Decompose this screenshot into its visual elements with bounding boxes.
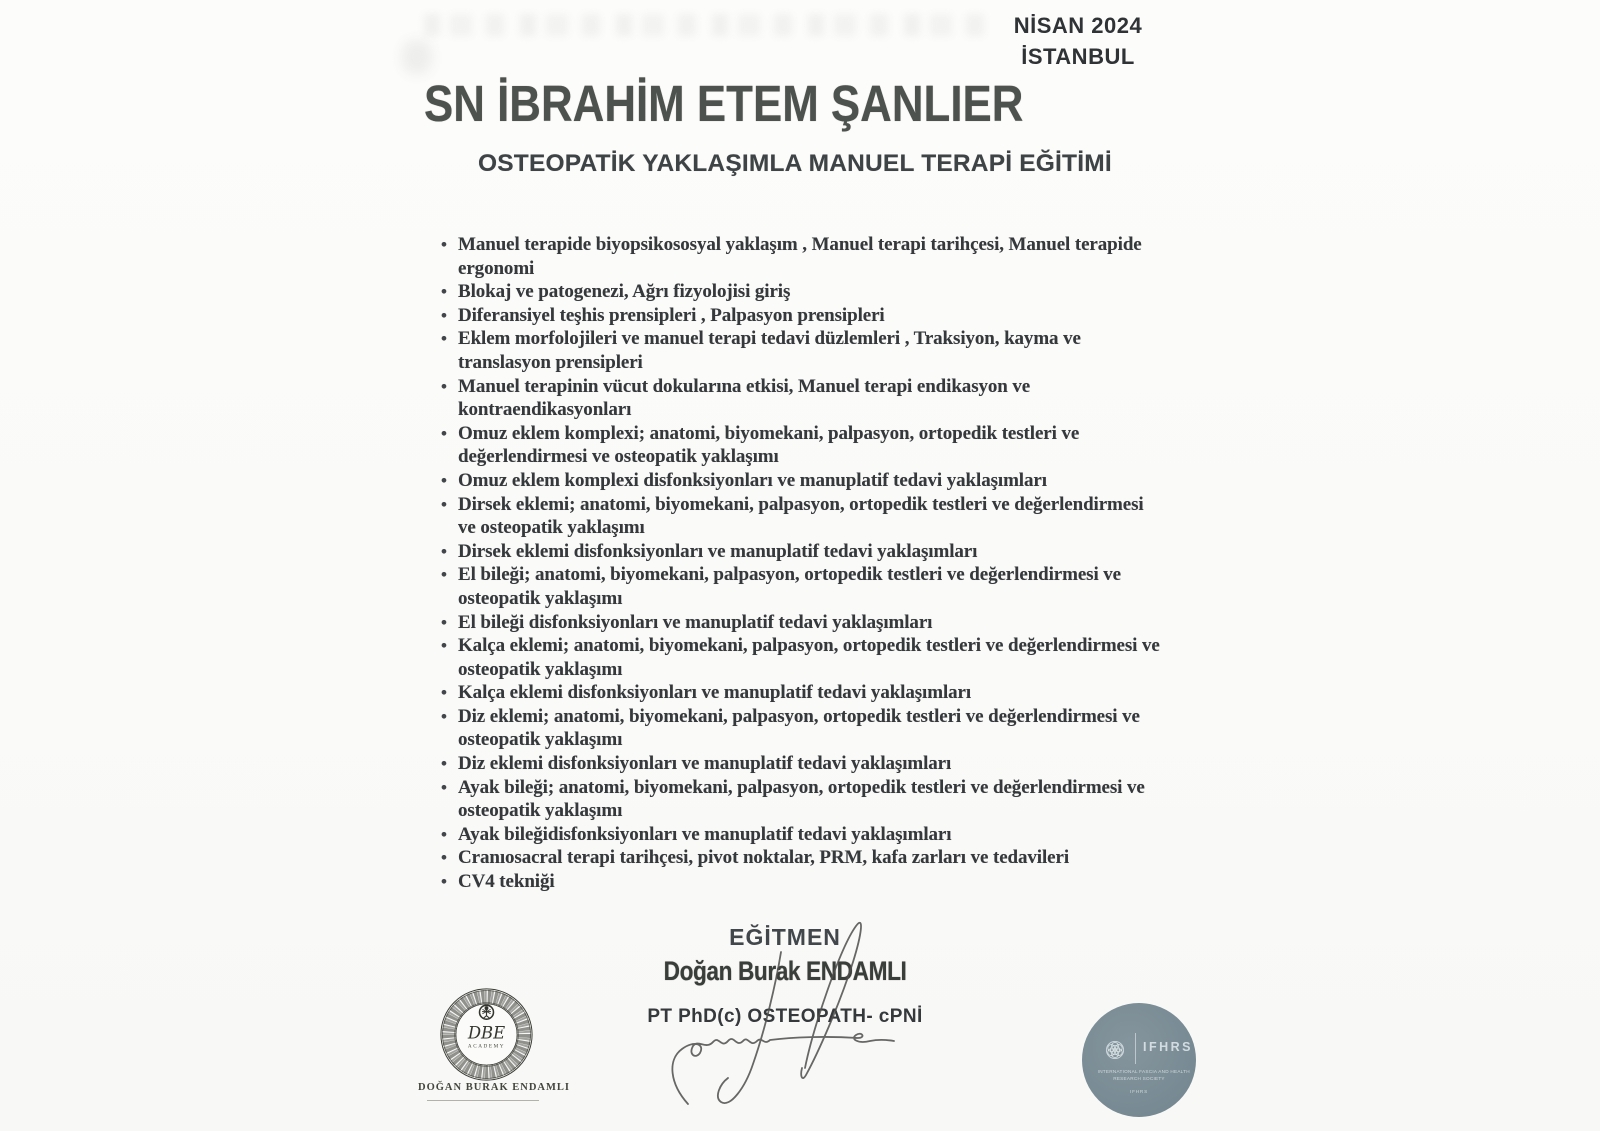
bleed-through-ghost-text bbox=[424, 14, 999, 36]
signature-scribble bbox=[648, 888, 910, 1120]
curriculum-item: • CV4 tekniği bbox=[440, 870, 1164, 894]
bleed-through-ghost-mark bbox=[402, 40, 432, 74]
stamp-small-text-3: IFHRS bbox=[1130, 1090, 1148, 1095]
curriculum-item: • Kalça eklemi disfonksiyonları ve manuplatif tedavi yaklaşımları bbox=[440, 681, 1164, 705]
curriculum-item: • Diz eklemi; anatomi, biyomekani, palpasyon, ortopedik testleri ve değerlendirmesi ve osteopatik yaklaşımı bbox=[440, 705, 1164, 752]
logo-academy-label: ACADEMY bbox=[467, 1043, 506, 1050]
curriculum-item: • Manuel terapide biyopsikososyal yaklaşım , Manuel terapi tarihçesi, Manuel terapide ergonomi bbox=[440, 233, 1164, 280]
curriculum-item: • Ayak bileği; anatomi, biyomekani, palpasyon, ortopedik testleri ve değerlendirmesi ve osteopatik yaklaşımı bbox=[440, 776, 1164, 823]
curriculum-item: • Diferansiyel teşhis prensipleri , Palpasyon prensipleri bbox=[440, 304, 1164, 328]
date-line: NİSAN 2024 bbox=[1013, 13, 1143, 38]
stamp-rosette-icon bbox=[1103, 1038, 1127, 1062]
curriculum-item: • Kalça eklemi; anatomi, biyomekani, palpasyon, ortopedik testleri ve değerlendirmesi ve osteopatik yaklaşımı bbox=[440, 634, 1164, 681]
curriculum-item: • Omuz eklem komplexi disfonksiyonları ve manuplatif tedavi yaklaşımları bbox=[440, 469, 1164, 493]
curriculum-item: • Omuz eklem komplexi; anatomi, biyomekani, palpasyon, ortopedik testleri ve değerlendirmesi ve osteopatik yaklaşımı bbox=[440, 422, 1164, 469]
course-title: OSTEOPATİK YAKLAŞIMLA MANUEL TERAPİ EĞİTİMİ bbox=[478, 150, 1112, 177]
stamp-small-text-1: INTERNATIONAL FASCIA AND HEALTH bbox=[1097, 1070, 1190, 1075]
logo-caption-underline bbox=[427, 1100, 539, 1101]
curriculum-item: • Dirsek eklemi; anatomi, biyomekani, palpasyon, ortopedik testleri ve değerlendirmesi ve osteopatik yaklaşımı bbox=[440, 493, 1164, 540]
curriculum-item: • Manuel terapinin vücut dokularına etkisi, Manuel terapi endikasyon ve kontraendikasyonları bbox=[440, 375, 1164, 422]
instructor-credentials: PT PhD(c) OSTEOPATH- cPNİ bbox=[647, 1006, 923, 1027]
curriculum-item: • Diz eklemi disfonksiyonları ve manuplatif tedavi yaklaşımları bbox=[440, 752, 1164, 776]
city-line: İSTANBUL bbox=[1021, 44, 1135, 69]
curriculum-item: • El bileği; anatomi, biyomekani, palpasyon, ortopedik testleri ve değerlendirmesi ve osteopatik yaklaşımı bbox=[440, 563, 1164, 610]
logo-initials: DBE bbox=[467, 1023, 506, 1043]
curriculum-item: • Blokaj ve patogenezi, Ağrı fizyolojisi giriş bbox=[440, 280, 1164, 304]
stamp-org-abbrev: IFHRS bbox=[1143, 1040, 1193, 1054]
curriculum-item: • El bileği disfonksiyonları ve manuplatif tedavi yaklaşımları bbox=[440, 611, 1164, 635]
stamp-divider-line bbox=[1135, 1033, 1136, 1064]
dbe-academy-logo bbox=[438, 986, 535, 1083]
curriculum-item: • Eklem morfolojileri ve manuel terapi tedavi düzlemleri , Traksiyon, kayma ve translasyon prensipleri bbox=[440, 327, 1164, 374]
curriculum-item: • Cranıosacral terapi tarihçesi, pivot noktalar, PRM, kafa zarları ve tedavileri bbox=[440, 846, 1164, 870]
curriculum-list bbox=[440, 233, 1164, 894]
instructor-heading: EĞİTMEN bbox=[729, 924, 841, 950]
recipient-title: SN İBRAHİM ETEM ŞANLIER bbox=[424, 75, 1024, 132]
curriculum-item: • Dirsek eklemi disfonksiyonları ve manuplatif tedavi yaklaşımları bbox=[440, 540, 1164, 564]
ifhrs-stamp bbox=[1082, 1003, 1196, 1117]
stamp-small-text-2: RESEARCH SOCIETY bbox=[1113, 1077, 1165, 1082]
date-location-block bbox=[1008, 10, 1148, 72]
curriculum-item: • Ayak bileğidisfonksiyonları ve manuplatif tedavi yaklaşımları bbox=[440, 823, 1164, 847]
instructor-name: Doğan Burak ENDAMLI bbox=[663, 956, 907, 986]
logo-caption: DOĞAN BURAK ENDAMLI bbox=[418, 1082, 571, 1093]
